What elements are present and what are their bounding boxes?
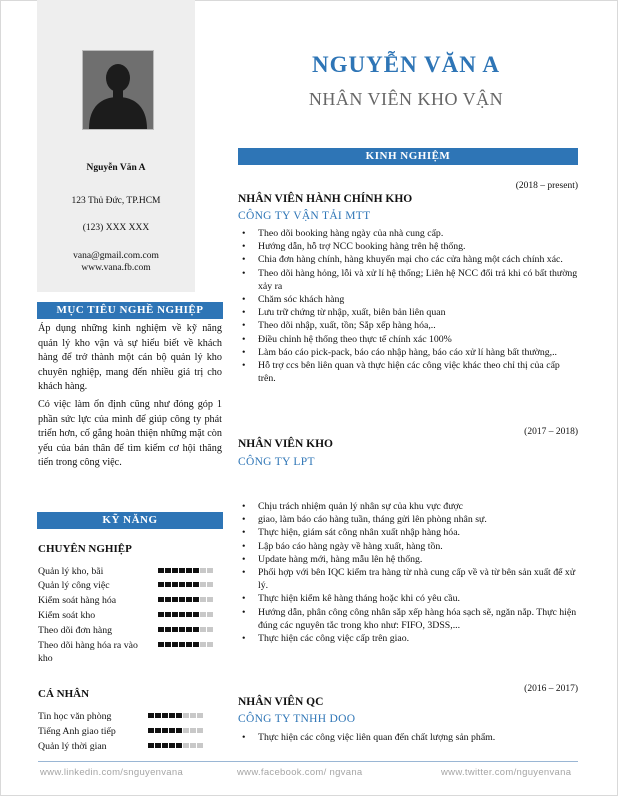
job-date: (2018 – present)	[515, 181, 578, 191]
rating-filled-square	[193, 642, 199, 647]
skill-row	[38, 565, 218, 578]
skill-row	[38, 579, 218, 592]
professional-skills-heading: CHUYÊN NGHIỆP	[38, 543, 132, 555]
rating-empty-square	[200, 612, 206, 617]
footer-facebook-link[interactable]: www.facebook.com/ ngvana	[237, 767, 363, 778]
objective-paragraph: Áp dụng những kinh nghiệm về kỹ năng quản lý kho vận và sự hiểu biết về khách hàng để trở thành một cán bộ quản lý kho chuyên nghiệp, mang đến nhiều giá trị cho khách hàng.	[38, 323, 222, 393]
duty-item: • Hướng dẫn, phân công công nhân sắp xếp hàng hóa sạch sẽ, ngăn nắp. Thực hiện đúng các nguyên tắc trong kho như: FIFO, 3DSS,...	[242, 606, 578, 632]
rating-empty-square	[183, 728, 189, 733]
skill-rating	[148, 728, 203, 733]
rating-filled-square	[148, 713, 154, 718]
rating-filled-square	[172, 627, 178, 632]
objective-text	[38, 322, 222, 474]
skill-label: Quản lý thời gian	[38, 741, 107, 752]
rating-empty-square	[207, 612, 213, 617]
duty-item: • Thực hiện kiểm kê hàng tháng hoặc khi có yêu cầu.	[242, 592, 578, 605]
footer-twitter-link[interactable]: www.twitter.com/nguyenvana	[441, 767, 572, 778]
rating-empty-square	[190, 728, 196, 733]
rating-filled-square	[172, 612, 178, 617]
profile-card	[37, 0, 195, 292]
job-title: NHÂN VIÊN QC	[238, 696, 324, 708]
rating-filled-square	[176, 713, 182, 718]
rating-filled-square	[169, 743, 175, 748]
rating-filled-square	[165, 612, 171, 617]
rating-filled-square	[162, 743, 168, 748]
rating-filled-square	[179, 627, 185, 632]
skill-row	[38, 624, 218, 637]
job-company: CÔNG TY TNHH DOO	[238, 713, 356, 725]
duty-item: • Theo dõi booking hàng ngày của nhà cung cấp.	[242, 227, 578, 240]
avatar	[82, 50, 154, 130]
job-title: NHÂN VIÊN HÀNH CHÍNH KHO	[238, 193, 413, 205]
duty-item: • Điều chỉnh hệ thống theo thực tế chính xác 100%	[242, 333, 578, 346]
rating-empty-square	[200, 642, 206, 647]
profile-email[interactable]: vana@gmail.com.com	[73, 251, 159, 261]
job-date: (2017 – 2018)	[524, 427, 578, 437]
rating-filled-square	[158, 582, 164, 587]
rating-filled-square	[162, 713, 168, 718]
skill-label: Kiểm soát kho	[38, 610, 96, 621]
duty-item: • Lập báo cáo hàng ngày về hàng xuất, hàng tồn.	[242, 540, 578, 553]
rating-filled-square	[172, 582, 178, 587]
skill-row	[38, 740, 218, 753]
skill-rating	[158, 568, 213, 573]
experience-heading: KINH NGHIỆM	[238, 148, 578, 165]
duty-item: • Thực hiện các công việc cấp trên giao.	[242, 632, 578, 645]
skill-row	[38, 609, 218, 622]
skill-row	[38, 594, 218, 607]
duty-item: • Theo dõi nhập, xuất, tồn; Sắp xếp hàng hóa,..	[242, 319, 578, 332]
footer-divider	[38, 761, 578, 762]
rating-filled-square	[148, 728, 154, 733]
skill-row	[38, 725, 218, 738]
objective-paragraph: Có việc làm ổn định cũng như đóng góp 1 phần sức lực của mình để giúp công ty phát triển hơn, cố gắng hoàn thiện những mặt còn yếu của bản thân để tìm kiếm cơ hội thăng tiến trong công việc.	[38, 398, 222, 469]
profile-website[interactable]: www.vana.fb.com	[81, 263, 151, 273]
duty-item: • Thực hiện các công việc liên quan đến chất lượng sản phẩm.	[242, 731, 578, 744]
job-duties	[242, 731, 578, 744]
rating-empty-square	[200, 582, 206, 587]
rating-filled-square	[162, 728, 168, 733]
rating-filled-square	[172, 568, 178, 573]
rating-filled-square	[193, 568, 199, 573]
rating-filled-square	[172, 597, 178, 602]
job-company: CÔNG TY LPT	[238, 456, 315, 468]
rating-filled-square	[176, 728, 182, 733]
rating-empty-square	[200, 568, 206, 573]
rating-filled-square	[172, 642, 178, 647]
profile-address: 123 Thủ Đức, TP.HCM	[71, 196, 161, 206]
rating-filled-square	[169, 728, 175, 733]
duty-item: • Thực hiện, giám sát công nhân xuất nhập hàng hóa.	[242, 526, 578, 539]
rating-filled-square	[193, 612, 199, 617]
rating-filled-square	[186, 642, 192, 647]
duty-item: • Hướng dẫn, hỗ trợ NCC booking hàng trên hệ thống.	[242, 240, 578, 253]
rating-empty-square	[190, 713, 196, 718]
rating-empty-square	[207, 582, 213, 587]
duty-item: • Lưu trữ chứng từ nhập, xuất, biên bản liên quan	[242, 306, 578, 319]
skill-label: Theo dõi đơn hàng	[38, 625, 113, 636]
job-company: CÔNG TY VẬN TẢI MTT	[238, 210, 371, 222]
skill-row	[38, 710, 218, 723]
rating-filled-square	[176, 743, 182, 748]
rating-empty-square	[197, 743, 203, 748]
duty-item: • Chia đơn hàng chính, hàng khuyến mại cho các cửa hàng một cách chính xác.	[242, 253, 578, 266]
duty-item: • Chăm sóc khách hàng	[242, 293, 578, 306]
rating-filled-square	[158, 612, 164, 617]
rating-filled-square	[165, 597, 171, 602]
footer-linkedin-link[interactable]: www.linkedin.com/snguyenvana	[40, 767, 184, 778]
duty-item: • Update hàng mới, hàng mẫu lên hệ thống.	[242, 553, 578, 566]
personal-skills-heading: CÁ NHÂN	[38, 688, 90, 700]
duty-item: • giao, làm báo cáo hàng tuần, tháng gửi lên phòng nhân sự.	[242, 513, 578, 526]
rating-empty-square	[207, 568, 213, 573]
person-silhouette-icon	[83, 51, 153, 129]
rating-empty-square	[190, 743, 196, 748]
rating-filled-square	[158, 627, 164, 632]
duty-item: • Theo dõi hàng hỏng, lỗi và xử lí hệ thống; Liên hệ NCC đổi trả khi có bất thường xảy ra	[242, 267, 578, 293]
duty-item: • Hỗ trợ ccs bên liên quan và thực hiện các công việc khác theo chỉ thị của cấp trên.	[242, 359, 578, 385]
rating-filled-square	[179, 582, 185, 587]
skill-rating	[158, 597, 213, 602]
rating-filled-square	[165, 642, 171, 647]
skill-rating	[148, 713, 203, 718]
rating-filled-square	[186, 568, 192, 573]
skills-heading: KỸ NĂNG	[37, 512, 223, 529]
skill-label: Tin học văn phòng	[38, 711, 112, 722]
rating-filled-square	[158, 568, 164, 573]
profile-phone: (123) XXX XXX	[82, 223, 150, 233]
skill-rating	[158, 612, 213, 617]
rating-filled-square	[193, 627, 199, 632]
skill-label: Quản lý kho, bãi	[38, 566, 104, 577]
rating-filled-square	[158, 597, 164, 602]
duty-item: • Chịu trách nhiệm quản lý nhân sự của khu vực được	[242, 500, 578, 513]
skill-label: Theo dõi hàng hóa ra vào kho	[38, 640, 138, 664]
rating-empty-square	[200, 627, 206, 632]
objective-heading: MỤC TIÊU NGHỀ NGHIỆP	[37, 302, 223, 319]
skill-label: Quản lý công việc	[38, 580, 110, 591]
job-duties	[242, 500, 578, 645]
rating-filled-square	[165, 627, 171, 632]
duty-item: • Làm báo cáo pick-pack, báo cáo nhập hàng, báo cáo xử lí hàng bất thường,..	[242, 346, 578, 359]
rating-empty-square	[183, 713, 189, 718]
rating-filled-square	[158, 642, 164, 647]
resume-name: NGUYỄN VĂN A	[312, 52, 500, 77]
resume-role: NHÂN VIÊN KHO VẬN	[308, 89, 504, 109]
rating-filled-square	[193, 582, 199, 587]
skill-row	[38, 639, 218, 667]
rating-filled-square	[179, 568, 185, 573]
duty-item: • Phối hợp với bên IQC kiểm tra hàng từ nhà cung cấp về và từ bên sản xuất để xử lý.	[242, 566, 578, 592]
rating-filled-square	[155, 713, 161, 718]
skill-rating	[158, 627, 213, 632]
rating-filled-square	[193, 597, 199, 602]
skill-label: Kiểm soát hàng hóa	[38, 595, 117, 606]
rating-empty-square	[197, 728, 203, 733]
rating-empty-square	[207, 597, 213, 602]
profile-name: Nguyễn Văn A	[86, 163, 146, 173]
rating-filled-square	[186, 582, 192, 587]
rating-empty-square	[197, 713, 203, 718]
rating-empty-square	[207, 642, 213, 647]
skill-rating	[148, 743, 203, 748]
rating-empty-square	[207, 627, 213, 632]
rating-filled-square	[155, 728, 161, 733]
rating-empty-square	[200, 597, 206, 602]
rating-filled-square	[169, 713, 175, 718]
rating-filled-square	[179, 612, 185, 617]
skill-rating	[158, 642, 213, 647]
rating-filled-square	[148, 743, 154, 748]
skill-rating	[158, 582, 213, 587]
job-duties	[242, 227, 578, 385]
rating-filled-square	[165, 568, 171, 573]
rating-filled-square	[165, 582, 171, 587]
rating-filled-square	[186, 627, 192, 632]
rating-filled-square	[155, 743, 161, 748]
rating-filled-square	[179, 642, 185, 647]
skill-label: Tiếng Anh giao tiếp	[38, 726, 116, 737]
rating-empty-square	[183, 743, 189, 748]
job-title: NHÂN VIÊN KHO	[238, 438, 333, 450]
rating-filled-square	[186, 597, 192, 602]
rating-filled-square	[179, 597, 185, 602]
rating-filled-square	[186, 612, 192, 617]
job-date: (2016 – 2017)	[524, 684, 578, 694]
